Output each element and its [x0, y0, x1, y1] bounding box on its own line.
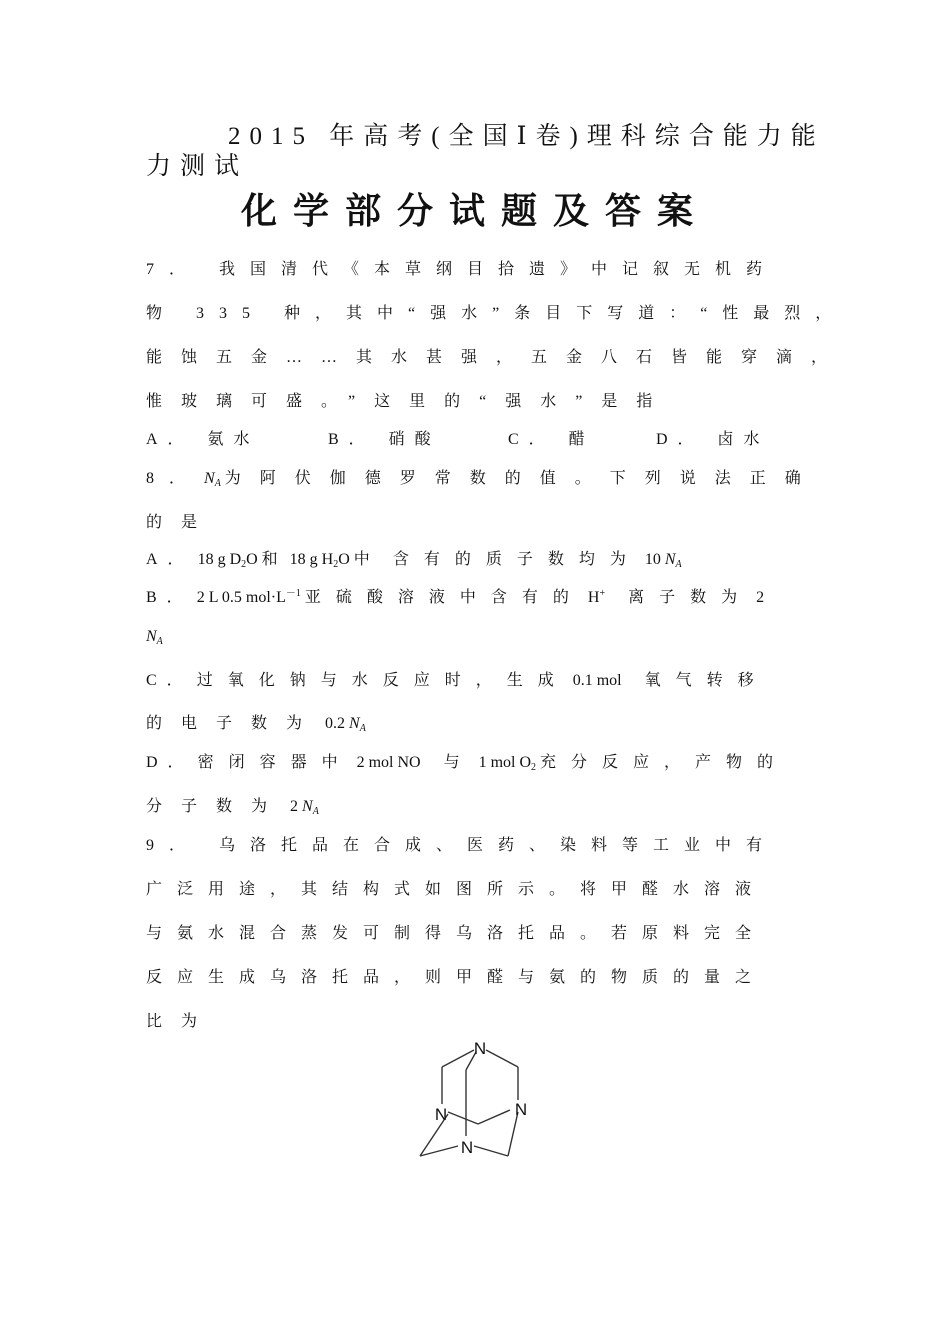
q8-option-d-cont: 分子数为 2 $N_A$ — [146, 798, 319, 817]
q8-option-a: A． 18 g $D_2O$ 和 18 g $H_2O$ 中 含有的质子数均为 10 $N_A$ — [146, 551, 682, 570]
q7-option-a: A． 氨水 — [146, 431, 260, 448]
q8-stem: 为阿伏伽德罗常数的值。下列说法正确 — [224, 470, 820, 487]
q8-na-symbol: $N_A$ — [204, 470, 221, 489]
title-line-2: 力测试 — [146, 153, 249, 180]
q7-line-3: 能蚀五金……其水甚强，五金八石皆能穿滴， — [146, 349, 847, 366]
q9-line-4: 反应生成乌洛托品，则甲醛与氨的物质的量之 — [146, 969, 767, 986]
q8-option-b-cont: $N_A$ — [146, 628, 163, 647]
n-atom-top: N — [473, 1039, 487, 1058]
q8-option-c-cont: 的电子数为 0.2 $N_A$ — [146, 715, 366, 734]
title-line-1: 2015 年高考(全国Ⅰ卷)理科综合能力能 — [228, 123, 825, 150]
q9-line-3: 与氨水混合蒸发可制得乌洛托品。若原料完全 — [146, 925, 767, 942]
q7-line-1: 7． 我国清代《本草纲目拾遗》中记叙无机药 — [146, 261, 778, 278]
q9-line-1: 9． 乌洛托品在合成、医药、染料等工业中有 — [146, 837, 778, 854]
n-atom-left: N — [434, 1105, 448, 1124]
urotropine-structure — [410, 1032, 540, 1167]
q7-option-c: C． 醋 — [508, 431, 595, 448]
q9-line-5: 比为 — [146, 1013, 217, 1030]
q7-option-d: D． 卤水 — [656, 431, 770, 448]
n-atom-bottom: N — [460, 1138, 474, 1157]
q8-number: 8． — [146, 470, 201, 487]
q8-option-b: B． 2 L 0.5 $mol\cdot L^{-1}$ 亚硫酸溶液中含有的 H+ 离子数为 2 — [146, 588, 765, 606]
q7-line-4: 惟玻璃可盛。”这里的“强水”是指 — [146, 393, 672, 410]
q7-line-2: 物 335 种，其中“强水”条目下写道：“性最烈， — [146, 305, 847, 322]
q7-option-b: B． 硝酸 — [328, 431, 441, 448]
q8-option-d: D． 密闭容器中 2 mol NO 与 1 mol $O_2$ 充分反应，产物的 — [146, 754, 789, 773]
q8-line-1 — [146, 465, 820, 489]
q8-option-c: C． 过氧化钠与水反应时，生成 0.1 mol 氧气转移 — [146, 672, 769, 689]
page-subtitle: 化学部分试题及答案 — [240, 191, 709, 232]
n-atom-right: N — [514, 1100, 528, 1119]
q9-line-2: 广泛用途，其结构式如图所示。将甲醛水溶液 — [146, 881, 767, 898]
q8-line-2: 的是 — [146, 514, 217, 531]
